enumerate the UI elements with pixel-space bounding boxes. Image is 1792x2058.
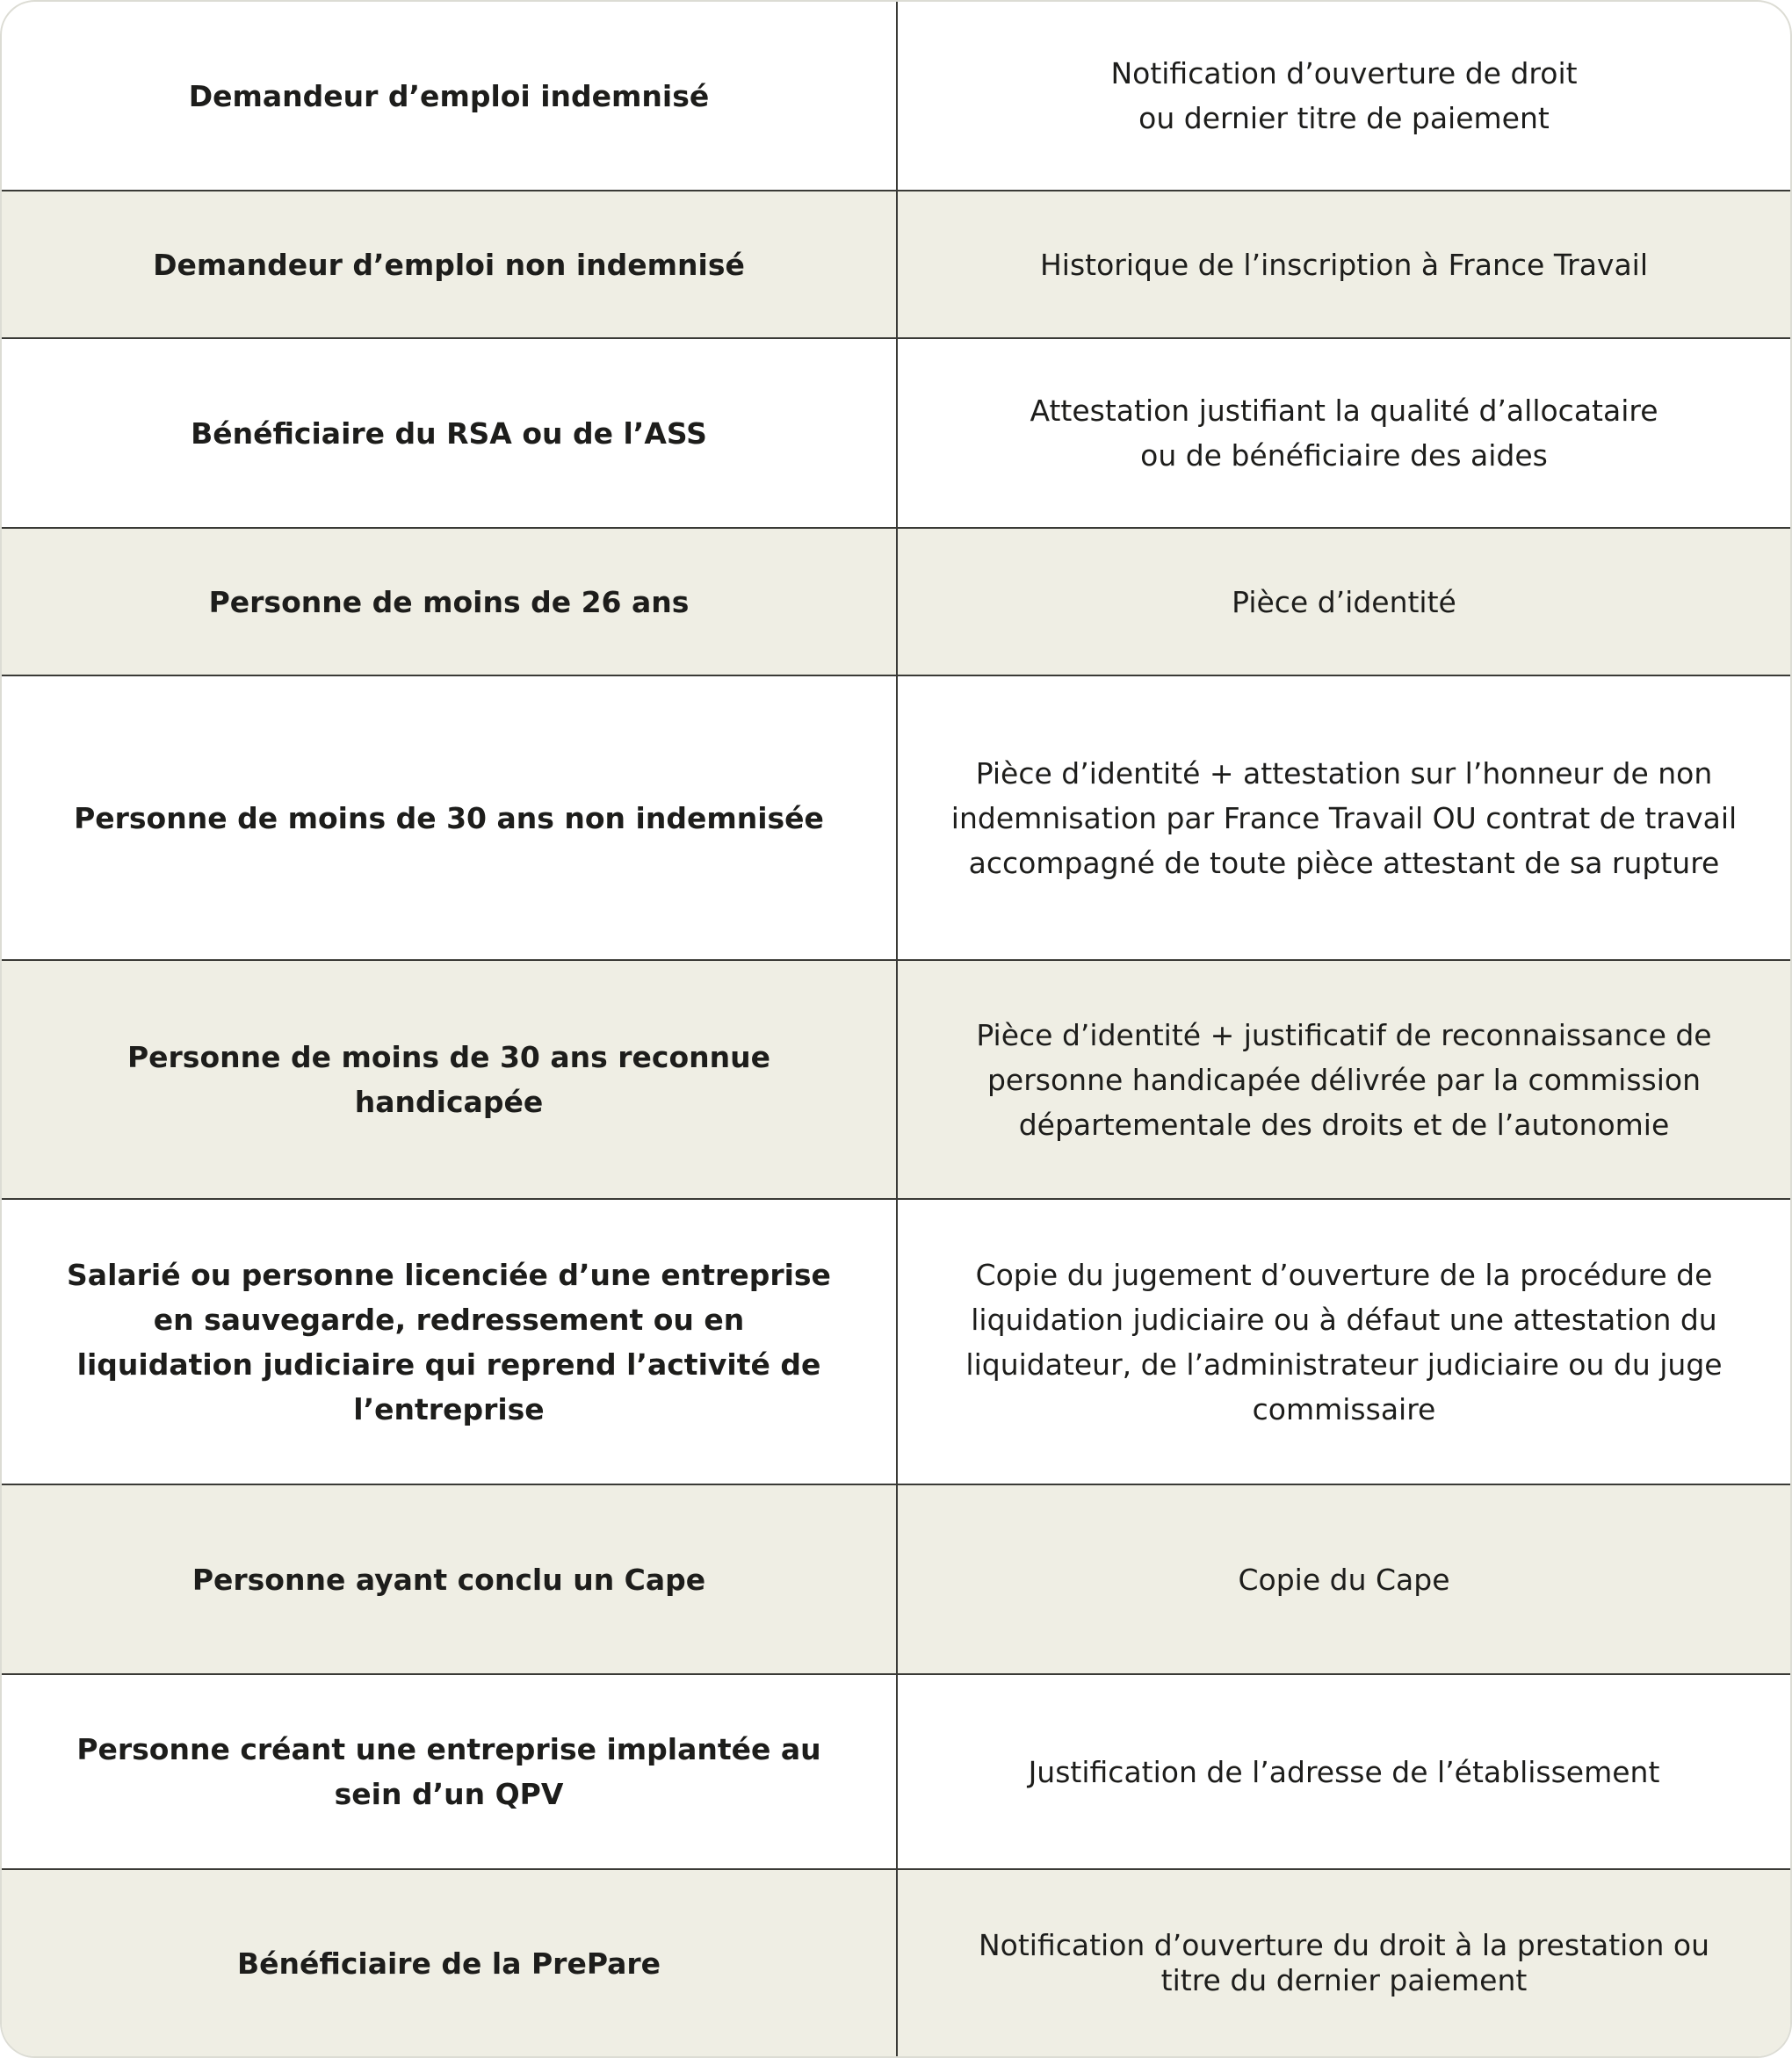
beneficiary-cell xyxy=(2,961,898,1198)
document-label: Pièce d’identité xyxy=(1232,584,1456,619)
beneficiary-cell xyxy=(2,1870,898,2056)
beneficiary-label: Personne de moins de 30 ans reconnue handicapée xyxy=(126,1040,771,1119)
document-label: Historique de l’inscription à France Travail xyxy=(1039,247,1649,282)
table-row xyxy=(2,2,1790,191)
document-cell xyxy=(898,1200,1790,1484)
document-cell xyxy=(898,1870,1790,2056)
beneficiary-label: Personne de moins de 30 ans non indemnisée xyxy=(74,800,824,835)
document-cell xyxy=(898,961,1790,1198)
table-row xyxy=(2,1485,1790,1675)
beneficiary-cell xyxy=(2,191,898,337)
beneficiary-cell xyxy=(2,1675,898,1868)
table-row xyxy=(2,191,1790,339)
document-cell xyxy=(898,2,1790,190)
beneficiary-cell xyxy=(2,529,898,675)
document-label: Notification d’ouverture de droit ou dernier titre de paiement xyxy=(1110,56,1578,135)
beneficiary-label: Personne ayant conclu un Cape xyxy=(191,1562,706,1597)
document-label: Copie du jugement d’ouverture de la procédure de liquidation judiciaire ou à défaut une attestation du liquidateur, de l’administrateur judiciaire ou du juge commissaire xyxy=(965,1257,1723,1426)
beneficiary-label: Demandeur d’emploi non indemnisé xyxy=(153,247,745,282)
table-row xyxy=(2,1870,1790,2056)
document-label: Copie du Cape xyxy=(1238,1562,1450,1597)
beneficiary-label: Bénéficiaire de la PrePare xyxy=(236,1946,661,1981)
document-cell xyxy=(898,1675,1790,1868)
beneficiary-label: Demandeur d’emploi indemnisé xyxy=(188,78,710,113)
table-row xyxy=(2,529,1790,676)
document-label: Justification de l’adresse de l’établissement xyxy=(1028,1754,1660,1789)
document-cell xyxy=(898,676,1790,959)
document-cell xyxy=(898,191,1790,337)
document-label: Pièce d’identité + attestation sur l’honneur de non indemnisation par France Travail OU contrat de travail accompagné de toute pièce attestant de sa rupture xyxy=(950,755,1738,880)
table-row xyxy=(2,676,1790,961)
beneficiary-label: Personne de moins de 26 ans xyxy=(208,584,690,619)
document-label: Notification d’ouverture du droit à la prestation ou titre du dernier paiement xyxy=(978,1928,1710,1997)
beneficiary-cell xyxy=(2,339,898,527)
beneficiary-cell xyxy=(2,1485,898,1673)
document-cell xyxy=(898,529,1790,675)
table-row xyxy=(2,339,1790,529)
document-label: Attestation justifiant la qualité d’allocataire ou de bénéficiaire des aides xyxy=(1030,394,1658,473)
beneficiary-label: Bénéficiaire du RSA ou de l’ASS xyxy=(191,415,707,451)
beneficiary-cell xyxy=(2,2,898,190)
document-label: Pièce d’identité + justificatif de reconnaissance de personne handicapée délivrée par la commission départementale des droits et de l’autonomie xyxy=(976,1017,1712,1142)
table-row xyxy=(2,1200,1790,1485)
beneficiary-cell xyxy=(2,1200,898,1484)
document-cell xyxy=(898,1485,1790,1673)
table-row xyxy=(2,961,1790,1200)
beneficiary-label: Personne créant une entreprise implantée au sein d’un QPV xyxy=(76,1732,821,1811)
table-row xyxy=(2,1675,1790,1870)
document-cell xyxy=(898,339,1790,527)
beneficiary-cell xyxy=(2,676,898,959)
beneficiary-label: Salarié ou personne licenciée d’une entreprise en sauvegarde, redressement ou en liquidation judiciaire qui reprend l’activité de l’entreprise xyxy=(67,1257,831,1426)
